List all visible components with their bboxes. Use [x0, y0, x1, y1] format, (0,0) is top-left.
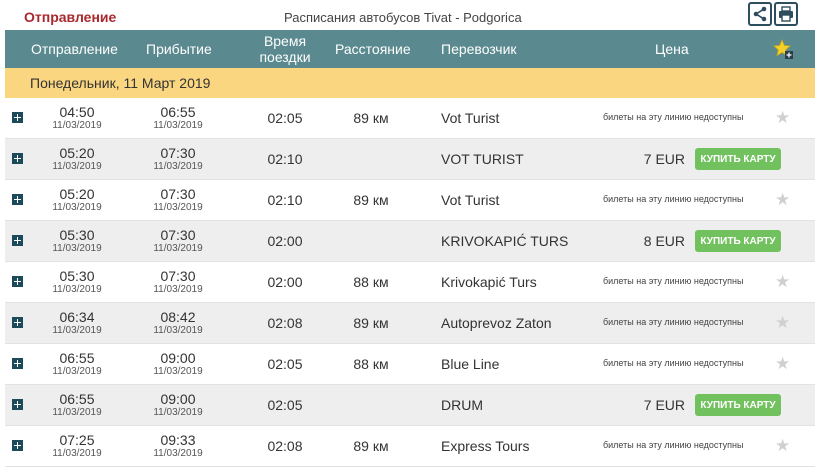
- print-icon: [778, 6, 794, 22]
- favorite-star-icon[interactable]: ★: [775, 436, 791, 455]
- carrier-name: VOT TURIST: [441, 151, 524, 167]
- favorite-star-icon[interactable]: ★: [775, 272, 791, 291]
- expand-icon[interactable]: [12, 440, 23, 451]
- favorites-button[interactable]: [773, 30, 793, 68]
- carrier-name: Autoprevoz Zaton: [441, 315, 552, 331]
- table-row[interactable]: [5, 262, 815, 303]
- departure-cell: [42, 104, 112, 132]
- arrival-date: 11/03/2019: [153, 325, 203, 336]
- tickets-unavailable-note: билеты на эту линию недоступны: [603, 194, 744, 204]
- departure-date: 11/03/2019: [52, 161, 102, 172]
- departure-date: 11/03/2019: [52, 284, 102, 295]
- table-row[interactable]: [5, 426, 815, 467]
- carrier-name: Express Tours: [441, 438, 530, 454]
- departure-cell: [42, 145, 112, 173]
- departure-time: 05:20: [59, 145, 95, 161]
- distance: 89 км: [353, 192, 389, 208]
- departure-cell: [42, 350, 112, 378]
- arrival-date: 11/03/2019: [153, 243, 203, 254]
- arrival-date: 11/03/2019: [153, 202, 203, 213]
- arrival-date: 11/03/2019: [153, 366, 203, 377]
- arrival-cell: [143, 186, 213, 214]
- duration: 02:08: [267, 438, 303, 454]
- departure-cell: [42, 268, 112, 296]
- distance: 89 км: [353, 438, 389, 454]
- expand-icon[interactable]: [12, 317, 23, 328]
- departure-cell: [42, 186, 112, 214]
- distance: 89 км: [353, 110, 389, 126]
- arrival-cell: [143, 227, 213, 255]
- carrier-name: DRUM: [441, 397, 483, 413]
- expand-icon[interactable]: [12, 112, 23, 123]
- table-row[interactable]: [5, 344, 815, 385]
- arrival-time: 07:30: [160, 227, 196, 243]
- duration: 02:00: [267, 274, 303, 290]
- tickets-unavailable-note: билеты на эту линию недоступны: [603, 276, 744, 286]
- distance: 88 км: [353, 356, 389, 372]
- tickets-unavailable-note: билеты на эту линию недоступны: [603, 358, 744, 368]
- departure-date: 11/03/2019: [52, 243, 102, 254]
- tickets-unavailable-note: билеты на эту линию недоступны: [603, 317, 744, 327]
- departure-date: 11/03/2019: [52, 366, 102, 377]
- print-button[interactable]: [774, 2, 798, 26]
- departure-time: 07:25: [59, 432, 95, 448]
- arrival-time: 06:55: [160, 104, 196, 120]
- favorite-star-icon[interactable]: ★: [775, 108, 791, 127]
- departure-time: 06:55: [59, 391, 95, 407]
- column-carrier[interactable]: Перевозчик: [441, 41, 517, 57]
- departure-date: 11/03/2019: [52, 448, 102, 459]
- arrival-date: 11/03/2019: [153, 120, 203, 131]
- tickets-unavailable-note: билеты на эту линию недоступны: [603, 112, 744, 122]
- table-row[interactable]: [5, 303, 815, 344]
- carrier-name: KRIVOKAPIĆ TURS: [441, 233, 569, 249]
- departure-time: 05:30: [59, 268, 95, 284]
- price: 8 EUR: [643, 233, 685, 249]
- arrival-date: 11/03/2019: [153, 407, 203, 418]
- arrival-time: 07:30: [160, 268, 196, 284]
- arrival-time: 09:00: [160, 391, 196, 407]
- arrival-date: 11/03/2019: [153, 161, 203, 172]
- carrier-name: Vot Turist: [441, 110, 500, 126]
- departure-cell: [42, 309, 112, 337]
- buy-ticket-button[interactable]: КУПИТЬ КАРТУ: [695, 230, 781, 252]
- table-row[interactable]: [5, 98, 815, 139]
- arrival-date: 11/03/2019: [153, 284, 203, 295]
- carrier-name: Vot Turist: [441, 192, 500, 208]
- departure-time: 05:20: [59, 186, 95, 202]
- buy-ticket-button[interactable]: КУПИТЬ КАРТУ: [695, 394, 781, 416]
- arrival-cell: [143, 350, 213, 378]
- expand-icon[interactable]: [12, 276, 23, 287]
- carrier-name: Krivokapić Turs: [441, 274, 537, 290]
- date-group-header: [5, 68, 815, 98]
- duration: 02:10: [267, 151, 303, 167]
- duration: 02:05: [267, 356, 303, 372]
- column-arrival[interactable]: Прибытие: [146, 41, 212, 57]
- expand-icon[interactable]: [12, 235, 23, 246]
- departure-date: 11/03/2019: [52, 120, 102, 131]
- departure-cell: [42, 227, 112, 255]
- table-row[interactable]: [5, 385, 815, 426]
- arrival-time: 09:00: [160, 350, 196, 366]
- table-row[interactable]: [5, 180, 815, 221]
- price: 7 EUR: [643, 151, 685, 167]
- table-row[interactable]: [5, 221, 815, 262]
- departure-time: 06:34: [59, 309, 95, 325]
- top-bar: [0, 0, 820, 32]
- carrier-name: Blue Line: [441, 356, 500, 372]
- distance: 88 км: [353, 274, 389, 290]
- departure-cell: [42, 391, 112, 419]
- departure-date: 11/03/2019: [52, 325, 102, 336]
- arrival-date: 11/03/2019: [153, 448, 203, 459]
- arrival-time: 07:30: [160, 186, 196, 202]
- arrival-cell: [143, 145, 213, 173]
- departure-time: 06:55: [59, 350, 95, 366]
- column-departure[interactable]: Отправление: [31, 41, 118, 57]
- table-row[interactable]: [5, 139, 815, 180]
- duration: 02:05: [267, 397, 303, 413]
- departure-cell: [42, 432, 112, 460]
- column-price[interactable]: Цена: [655, 41, 689, 57]
- arrival-time: 09:33: [160, 432, 196, 448]
- favorites-star-add-icon: [773, 39, 793, 59]
- duration: 02:05: [267, 110, 303, 126]
- departure-date: 11/03/2019: [52, 202, 102, 213]
- column-duration[interactable]: Время поездки: [259, 33, 311, 65]
- expand-icon[interactable]: [12, 153, 23, 164]
- arrival-cell: [143, 268, 213, 296]
- distance: 89 км: [353, 315, 389, 331]
- buy-ticket-button[interactable]: КУПИТЬ КАРТУ: [695, 148, 781, 170]
- expand-icon[interactable]: [12, 399, 23, 410]
- duration: 02:10: [267, 192, 303, 208]
- share-icon: [752, 6, 768, 22]
- share-button[interactable]: [748, 2, 772, 26]
- price: 7 EUR: [643, 397, 685, 413]
- arrival-time: 08:42: [160, 309, 196, 325]
- favorite-star-icon[interactable]: ★: [775, 313, 791, 332]
- expand-icon[interactable]: [12, 358, 23, 369]
- duration: 02:08: [267, 315, 303, 331]
- schedule-list: [5, 98, 815, 467]
- favorite-star-icon[interactable]: ★: [775, 190, 791, 209]
- arrival-cell: [143, 104, 213, 132]
- schedule-header: [5, 30, 815, 68]
- arrival-cell: [143, 391, 213, 419]
- column-distance[interactable]: Расстояние: [335, 41, 411, 57]
- departure-title: Отправление: [24, 9, 117, 25]
- duration: 02:00: [267, 233, 303, 249]
- arrival-cell: [143, 432, 213, 460]
- departure-time: 05:30: [59, 227, 95, 243]
- date-label: Понедельник, 11 Март 2019: [30, 75, 211, 91]
- arrival-cell: [143, 309, 213, 337]
- expand-icon[interactable]: [12, 194, 23, 205]
- arrival-time: 07:30: [160, 145, 196, 161]
- departure-time: 04:50: [59, 104, 95, 120]
- tickets-unavailable-note: билеты на эту линию недоступны: [603, 440, 744, 450]
- favorite-star-icon[interactable]: ★: [775, 354, 791, 373]
- departure-date: 11/03/2019: [52, 407, 102, 418]
- route-title: Расписания автобусов Tivat - Podgorica: [284, 10, 522, 25]
